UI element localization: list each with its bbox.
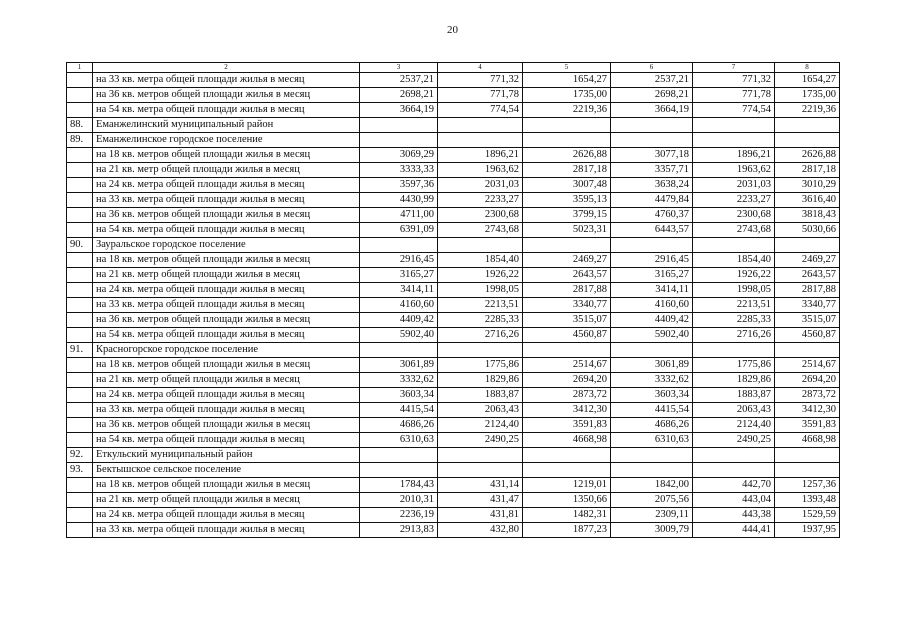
- value-cell: [775, 463, 840, 478]
- value-cell: 4560,87: [523, 328, 611, 343]
- value-cell: 1654,27: [523, 73, 611, 88]
- value-cell: 1829,86: [693, 373, 775, 388]
- row-description: Еманжелинский муниципальный район: [93, 118, 360, 133]
- value-cell: 2075,56: [611, 493, 693, 508]
- value-cell: 5023,31: [523, 223, 611, 238]
- value-cell: 2537,21: [611, 73, 693, 88]
- value-cell: 3603,34: [611, 388, 693, 403]
- value-cell: [360, 118, 438, 133]
- value-cell: 2469,27: [775, 253, 840, 268]
- value-cell: 2514,67: [775, 358, 840, 373]
- value-cell: 3332,62: [611, 373, 693, 388]
- value-cell: 3515,07: [523, 313, 611, 328]
- table-row: [67, 178, 840, 193]
- value-cell: [611, 238, 693, 253]
- row-number: 90.: [67, 238, 93, 253]
- value-cell: [693, 343, 775, 358]
- row-number: [67, 73, 93, 88]
- value-cell: 4711,00: [360, 208, 438, 223]
- value-cell: 5902,40: [611, 328, 693, 343]
- row-description: на 21 кв. метр общей площади жилья в месяц: [93, 373, 360, 388]
- table-row: [67, 373, 840, 388]
- table-row: [67, 253, 840, 268]
- value-cell: 771,32: [438, 73, 523, 88]
- value-cell: 443,38: [693, 508, 775, 523]
- value-cell: 2643,57: [775, 268, 840, 283]
- value-cell: [693, 448, 775, 463]
- value-cell: [775, 448, 840, 463]
- value-cell: 3357,71: [611, 163, 693, 178]
- value-cell: 6391,09: [360, 223, 438, 238]
- row-number: [67, 403, 93, 418]
- value-cell: 2873,72: [523, 388, 611, 403]
- value-cell: [438, 463, 523, 478]
- value-cell: [693, 133, 775, 148]
- value-cell: 1854,40: [438, 253, 523, 268]
- value-cell: 1654,27: [775, 73, 840, 88]
- column-number: 4: [438, 63, 523, 73]
- value-cell: [693, 463, 775, 478]
- value-cell: 2233,27: [693, 193, 775, 208]
- row-number: [67, 313, 93, 328]
- value-cell: 3412,30: [523, 403, 611, 418]
- value-cell: 2817,18: [775, 163, 840, 178]
- value-cell: 3595,13: [523, 193, 611, 208]
- value-cell: 3515,07: [775, 313, 840, 328]
- row-description: на 18 кв. метров общей площади жилья в месяц: [93, 358, 360, 373]
- value-cell: [360, 463, 438, 478]
- value-cell: 4415,54: [360, 403, 438, 418]
- value-cell: 3165,27: [360, 268, 438, 283]
- value-cell: 2010,31: [360, 493, 438, 508]
- row-number: [67, 253, 93, 268]
- row-number: [67, 493, 93, 508]
- value-cell: 431,81: [438, 508, 523, 523]
- value-cell: 1529,59: [775, 508, 840, 523]
- table-row: [67, 418, 840, 433]
- table-row: [67, 268, 840, 283]
- row-description: на 36 кв. метров общей площади жилья в месяц: [93, 418, 360, 433]
- value-cell: [360, 238, 438, 253]
- value-cell: 2490,25: [693, 433, 775, 448]
- row-description: на 33 кв. метра общей площади жилья в месяц: [93, 73, 360, 88]
- value-cell: 4479,84: [611, 193, 693, 208]
- value-cell: 5902,40: [360, 328, 438, 343]
- row-description: на 33 кв. метра общей площади жилья в месяц: [93, 523, 360, 538]
- table-row: [67, 133, 840, 148]
- value-cell: 3340,77: [523, 298, 611, 313]
- value-cell: 2300,68: [438, 208, 523, 223]
- value-cell: 3603,34: [360, 388, 438, 403]
- value-cell: 774,54: [693, 103, 775, 118]
- table-row: [67, 223, 840, 238]
- value-cell: [438, 238, 523, 253]
- value-cell: 2716,26: [693, 328, 775, 343]
- value-cell: 444,41: [693, 523, 775, 538]
- row-number: [67, 298, 93, 313]
- value-cell: 6443,57: [611, 223, 693, 238]
- row-description: на 33 кв. метра общей площади жилья в месяц: [93, 403, 360, 418]
- value-cell: 6310,63: [360, 433, 438, 448]
- table-row: [67, 358, 840, 373]
- value-cell: 1842,00: [611, 478, 693, 493]
- value-cell: [611, 448, 693, 463]
- value-cell: [611, 133, 693, 148]
- value-cell: 3664,19: [360, 103, 438, 118]
- value-cell: 2817,88: [775, 283, 840, 298]
- row-number: [67, 358, 93, 373]
- value-cell: [775, 133, 840, 148]
- tariff-table: [66, 62, 840, 538]
- table-row: [67, 148, 840, 163]
- row-number: [67, 283, 93, 298]
- row-description: на 33 кв. метра общей площади жилья в месяц: [93, 193, 360, 208]
- row-description: на 54 кв. метра общей площади жилья в месяц: [93, 328, 360, 343]
- value-cell: 2916,45: [611, 253, 693, 268]
- row-description: на 21 кв. метр общей площади жилья в месяц: [93, 163, 360, 178]
- value-cell: 3332,62: [360, 373, 438, 388]
- value-cell: 4415,54: [611, 403, 693, 418]
- table-row: [67, 433, 840, 448]
- value-cell: 2698,21: [360, 88, 438, 103]
- table-row: [67, 388, 840, 403]
- value-cell: 1926,22: [693, 268, 775, 283]
- row-description: на 54 кв. метра общей площади жилья в месяц: [93, 103, 360, 118]
- table-row: [67, 193, 840, 208]
- value-cell: 3333,33: [360, 163, 438, 178]
- table-row: [67, 523, 840, 538]
- table-row: [67, 208, 840, 223]
- value-cell: 2514,67: [523, 358, 611, 373]
- value-cell: 2124,40: [438, 418, 523, 433]
- value-cell: 1883,87: [693, 388, 775, 403]
- value-cell: 2626,88: [523, 148, 611, 163]
- value-cell: [775, 343, 840, 358]
- value-cell: 4160,60: [360, 298, 438, 313]
- row-number: [67, 223, 93, 238]
- value-cell: [360, 448, 438, 463]
- table-row: [67, 508, 840, 523]
- value-cell: [693, 238, 775, 253]
- value-cell: [438, 448, 523, 463]
- value-cell: 1963,62: [693, 163, 775, 178]
- value-cell: 1854,40: [693, 253, 775, 268]
- value-cell: 1998,05: [693, 283, 775, 298]
- value-cell: 2716,26: [438, 328, 523, 343]
- row-description: Еткульский муниципальный район: [93, 448, 360, 463]
- value-cell: 1775,86: [693, 358, 775, 373]
- value-cell: 2913,83: [360, 523, 438, 538]
- row-description: на 18 кв. метров общей площади жилья в месяц: [93, 148, 360, 163]
- row-number: 89.: [67, 133, 93, 148]
- value-cell: 2031,03: [693, 178, 775, 193]
- table-row: [67, 328, 840, 343]
- table-row: [67, 298, 840, 313]
- value-cell: [438, 118, 523, 133]
- value-cell: 4760,37: [611, 208, 693, 223]
- row-description: Зауральское городское поселение: [93, 238, 360, 253]
- value-cell: 3414,11: [360, 283, 438, 298]
- value-cell: 2031,03: [438, 178, 523, 193]
- value-cell: 1482,31: [523, 508, 611, 523]
- value-cell: 2916,45: [360, 253, 438, 268]
- value-cell: 2285,33: [438, 313, 523, 328]
- value-cell: 2285,33: [693, 313, 775, 328]
- value-cell: 3009,79: [611, 523, 693, 538]
- value-cell: 1998,05: [438, 283, 523, 298]
- column-number: 6: [611, 63, 693, 73]
- row-number: [67, 103, 93, 118]
- row-number: [67, 373, 93, 388]
- value-cell: 3069,29: [360, 148, 438, 163]
- row-number: [67, 418, 93, 433]
- value-cell: 2236,19: [360, 508, 438, 523]
- value-cell: 2233,27: [438, 193, 523, 208]
- value-cell: 1393,48: [775, 493, 840, 508]
- table-row: [67, 118, 840, 133]
- row-number: [67, 208, 93, 223]
- value-cell: 1877,23: [523, 523, 611, 538]
- row-description: на 33 кв. метра общей площади жилья в месяц: [93, 298, 360, 313]
- value-cell: 2743,68: [438, 223, 523, 238]
- table-row: [67, 238, 840, 253]
- value-cell: 1896,21: [693, 148, 775, 163]
- column-number: 7: [693, 63, 775, 73]
- row-description: на 21 кв. метр общей площади жилья в месяц: [93, 268, 360, 283]
- table-row: [67, 493, 840, 508]
- page-number: 20: [447, 24, 458, 36]
- value-cell: 3818,43: [775, 208, 840, 223]
- value-cell: 4160,60: [611, 298, 693, 313]
- table-row: [67, 448, 840, 463]
- row-number: 93.: [67, 463, 93, 478]
- value-cell: 2817,18: [523, 163, 611, 178]
- table-row: [67, 463, 840, 478]
- value-cell: 2219,36: [523, 103, 611, 118]
- value-cell: 2213,51: [693, 298, 775, 313]
- row-description: Красногорское городское поселение: [93, 343, 360, 358]
- value-cell: 1735,00: [523, 88, 611, 103]
- value-cell: [360, 133, 438, 148]
- value-cell: 2219,36: [775, 103, 840, 118]
- value-cell: [523, 448, 611, 463]
- value-cell: 431,47: [438, 493, 523, 508]
- table-row: [67, 343, 840, 358]
- value-cell: 432,80: [438, 523, 523, 538]
- row-description: на 24 кв. метра общей площади жилья в месяц: [93, 508, 360, 523]
- value-cell: 6310,63: [611, 433, 693, 448]
- value-cell: 1937,95: [775, 523, 840, 538]
- value-cell: [611, 343, 693, 358]
- value-cell: 1784,43: [360, 478, 438, 493]
- value-cell: 771,78: [438, 88, 523, 103]
- value-cell: 2213,51: [438, 298, 523, 313]
- value-cell: 3799,15: [523, 208, 611, 223]
- table-row: [67, 163, 840, 178]
- row-description: на 24 кв. метра общей площади жилья в месяц: [93, 178, 360, 193]
- row-number: [67, 88, 93, 103]
- value-cell: 3638,24: [611, 178, 693, 193]
- row-description: на 36 кв. метров общей площади жилья в месяц: [93, 88, 360, 103]
- value-cell: 2698,21: [611, 88, 693, 103]
- value-cell: 2873,72: [775, 388, 840, 403]
- value-cell: 4409,42: [360, 313, 438, 328]
- row-number: [67, 478, 93, 493]
- value-cell: 1257,36: [775, 478, 840, 493]
- value-cell: 442,70: [693, 478, 775, 493]
- table-row: [67, 73, 840, 88]
- value-cell: 2743,68: [693, 223, 775, 238]
- table-row: [67, 88, 840, 103]
- value-cell: 3077,18: [611, 148, 693, 163]
- value-cell: 4686,26: [360, 418, 438, 433]
- row-number: [67, 163, 93, 178]
- value-cell: [523, 343, 611, 358]
- row-number: [67, 433, 93, 448]
- column-number: 8: [775, 63, 840, 73]
- value-cell: 2469,27: [523, 253, 611, 268]
- value-cell: 4686,26: [611, 418, 693, 433]
- value-cell: 2124,40: [693, 418, 775, 433]
- row-number: [67, 193, 93, 208]
- value-cell: [360, 343, 438, 358]
- value-cell: 771,32: [693, 73, 775, 88]
- value-cell: 774,54: [438, 103, 523, 118]
- value-cell: [611, 118, 693, 133]
- row-number: [67, 268, 93, 283]
- row-number: [67, 178, 93, 193]
- value-cell: 3061,89: [360, 358, 438, 373]
- value-cell: 3616,40: [775, 193, 840, 208]
- table-row: [67, 103, 840, 118]
- value-cell: 2626,88: [775, 148, 840, 163]
- value-cell: 2490,25: [438, 433, 523, 448]
- value-cell: 1219,01: [523, 478, 611, 493]
- value-cell: 3591,83: [775, 418, 840, 433]
- column-number: 3: [360, 63, 438, 73]
- table-row: [67, 403, 840, 418]
- table-row: [67, 283, 840, 298]
- value-cell: 1735,00: [775, 88, 840, 103]
- value-cell: 5030,66: [775, 223, 840, 238]
- value-cell: 1896,21: [438, 148, 523, 163]
- value-cell: [693, 118, 775, 133]
- row-description: на 54 кв. метра общей площади жилья в месяц: [93, 223, 360, 238]
- value-cell: 431,14: [438, 478, 523, 493]
- value-cell: [438, 343, 523, 358]
- row-description: на 36 кв. метров общей площади жилья в месяц: [93, 313, 360, 328]
- value-cell: 3165,27: [611, 268, 693, 283]
- row-description: Еманжелинское городское поселение: [93, 133, 360, 148]
- value-cell: [611, 463, 693, 478]
- value-cell: [523, 463, 611, 478]
- value-cell: 4430,99: [360, 193, 438, 208]
- value-cell: 1883,87: [438, 388, 523, 403]
- column-number-row: [67, 63, 840, 73]
- value-cell: 2817,88: [523, 283, 611, 298]
- column-number: 2: [93, 63, 360, 73]
- value-cell: 3007,48: [523, 178, 611, 193]
- row-description: на 24 кв. метра общей площади жилья в месяц: [93, 388, 360, 403]
- value-cell: 2694,20: [775, 373, 840, 388]
- value-cell: 2694,20: [523, 373, 611, 388]
- value-cell: 3340,77: [775, 298, 840, 313]
- value-cell: [523, 238, 611, 253]
- row-description: Бектышское сельское поселение: [93, 463, 360, 478]
- value-cell: 2643,57: [523, 268, 611, 283]
- value-cell: 3061,89: [611, 358, 693, 373]
- value-cell: 2063,43: [693, 403, 775, 418]
- value-cell: 3597,36: [360, 178, 438, 193]
- value-cell: 2063,43: [438, 403, 523, 418]
- row-number: 92.: [67, 448, 93, 463]
- value-cell: [523, 133, 611, 148]
- value-cell: 4668,98: [775, 433, 840, 448]
- column-number: 1: [67, 63, 93, 73]
- row-number: [67, 388, 93, 403]
- row-number: [67, 148, 93, 163]
- value-cell: 3414,11: [611, 283, 693, 298]
- value-cell: 3010,29: [775, 178, 840, 193]
- row-description: на 18 кв. метров общей площади жилья в месяц: [93, 253, 360, 268]
- table-row: [67, 313, 840, 328]
- row-number: [67, 523, 93, 538]
- value-cell: 2537,21: [360, 73, 438, 88]
- row-description: на 54 кв. метра общей площади жилья в месяц: [93, 433, 360, 448]
- value-cell: 3412,30: [775, 403, 840, 418]
- value-cell: [438, 133, 523, 148]
- table-row: [67, 478, 840, 493]
- value-cell: [523, 118, 611, 133]
- row-description: на 36 кв. метров общей площади жилья в месяц: [93, 208, 360, 223]
- value-cell: 2300,68: [693, 208, 775, 223]
- value-cell: 771,78: [693, 88, 775, 103]
- value-cell: 3664,19: [611, 103, 693, 118]
- row-description: на 24 кв. метра общей площади жилья в месяц: [93, 283, 360, 298]
- value-cell: 4560,87: [775, 328, 840, 343]
- row-number: [67, 508, 93, 523]
- row-number: 91.: [67, 343, 93, 358]
- value-cell: 1829,86: [438, 373, 523, 388]
- row-description: на 21 кв. метр общей площади жилья в месяц: [93, 493, 360, 508]
- value-cell: 1775,86: [438, 358, 523, 373]
- row-number: [67, 328, 93, 343]
- value-cell: 443,04: [693, 493, 775, 508]
- value-cell: 4668,98: [523, 433, 611, 448]
- value-cell: 1926,22: [438, 268, 523, 283]
- value-cell: 2309,11: [611, 508, 693, 523]
- row-number: 88.: [67, 118, 93, 133]
- value-cell: [775, 118, 840, 133]
- value-cell: [775, 238, 840, 253]
- value-cell: 1963,62: [438, 163, 523, 178]
- value-cell: 4409,42: [611, 313, 693, 328]
- row-description: на 18 кв. метров общей площади жилья в месяц: [93, 478, 360, 493]
- column-number: 5: [523, 63, 611, 73]
- value-cell: 1350,66: [523, 493, 611, 508]
- value-cell: 3591,83: [523, 418, 611, 433]
